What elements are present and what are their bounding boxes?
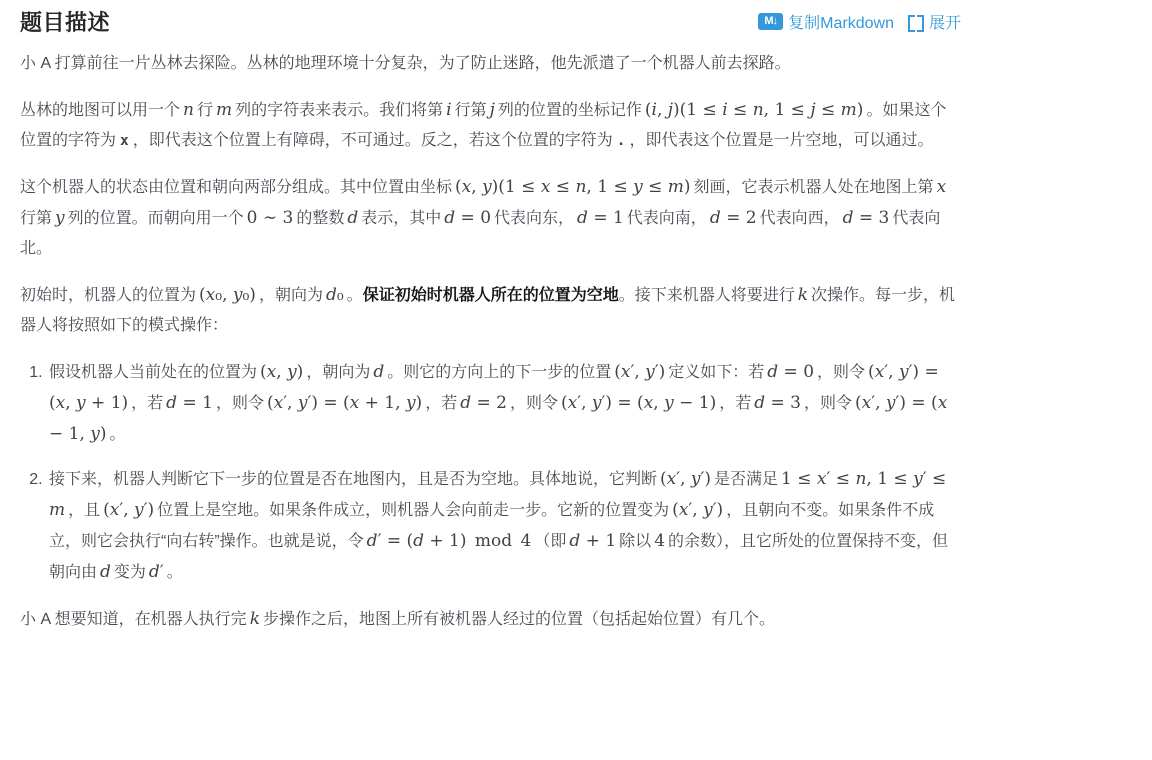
inline-math: d₀: [325, 285, 344, 305]
paragraph: [20, 280, 961, 341]
inline-math: (x′, y′) = (x + 1, y): [266, 393, 423, 413]
inline-math: d′ = (d + 1) mod 4: [366, 531, 532, 551]
text-run: 。: [346, 287, 363, 304]
text-run: 变为: [113, 564, 146, 581]
inline-math: d = 2: [709, 208, 757, 228]
inline-math: (i, j)(1 ≤ i ≤ n, 1 ≤ j ≤ m): [644, 100, 864, 120]
paragraph: [20, 172, 961, 264]
paragraph: [20, 604, 961, 635]
text-run: 代表向南，: [626, 210, 707, 227]
copy-markdown-button[interactable]: [758, 10, 894, 33]
inline-math: (x, y)(1 ≤ x ≤ n, 1 ≤ y ≤ m): [455, 177, 691, 197]
paragraph: [20, 49, 961, 79]
header-actions: [758, 10, 961, 33]
text-run: 这个机器人的状态由位置和朝向两部分组成。其中位置由坐标: [20, 179, 453, 196]
text-run: ，若: [131, 395, 164, 412]
inline-math: d = 3: [754, 393, 801, 413]
expand-button[interactable]: [908, 10, 961, 33]
text-run: ，则令: [509, 395, 558, 412]
section-header: [20, 6, 961, 37]
text-run: 代表向西，: [759, 210, 840, 227]
text-run: 位置上是空地。如果条件成立，则机器人会向前走一步。它新的位置变为: [157, 502, 670, 519]
ordered-list: [20, 357, 961, 588]
code-char: x: [120, 133, 129, 149]
inline-math: d: [100, 562, 111, 582]
text-run: ，若: [719, 395, 752, 412]
text-run: 丛林的地图可以用一个: [20, 102, 181, 119]
text-run: 的余数），且它所处的位置保持不变，但朝向由: [49, 533, 949, 581]
text-run: 。如果这个位置的字符为: [20, 102, 947, 149]
text-run: 代表向北。: [20, 210, 941, 257]
text-run: 小 A 想要知道，在机器人执行完: [20, 611, 247, 628]
page-title: 题目描述: [20, 10, 111, 35]
inline-math: x: [936, 177, 947, 197]
inline-math: d = 0: [444, 208, 492, 228]
text-run: 定义如下：若: [668, 364, 765, 381]
problem-description-section: [20, 6, 961, 635]
text-run: （即: [534, 533, 567, 550]
text-run: 初始时，机器人的位置为: [20, 287, 197, 304]
text-run: 。: [109, 426, 126, 443]
text-run: 列的位置。而朝向用一个: [67, 210, 244, 227]
text-run: 小 A 打算前往一片丛林去探险。丛林的地理环境十分复杂，为了防止迷路，他先派遣了一个机器人前去探路。: [20, 55, 791, 72]
list-item: [47, 464, 961, 588]
text-run: ，则令: [803, 395, 852, 412]
text-run: 列的位置的坐标记作: [497, 102, 642, 119]
list-item: [47, 357, 961, 450]
text-run: ，朝向为: [306, 364, 371, 381]
inline-math: d = 1: [577, 208, 624, 228]
text-run: 。接下来机器人将要进行: [618, 287, 795, 304]
inline-math: m: [215, 100, 233, 120]
inline-math: d = 2: [460, 393, 507, 413]
text-run: 行第: [454, 102, 487, 119]
code-char: .: [616, 133, 626, 149]
inline-math: 4: [654, 531, 666, 551]
problem-body: [20, 49, 961, 635]
inline-math: (x′, y′) = (x, y − 1): [560, 393, 717, 413]
inline-math: 0 ∼ 3: [246, 208, 294, 228]
inline-math: (x₀, y₀): [199, 285, 256, 305]
inline-math: d: [347, 208, 359, 228]
text-run: 是否满足: [714, 471, 779, 488]
inline-math: k: [797, 285, 809, 305]
text-run: 接下来，机器人判断它下一步的位置是否在地图内，且是否为空地。具体地说，它判断: [49, 471, 658, 488]
inline-math: (x′, y′): [660, 469, 712, 489]
inline-math: d = 0: [767, 362, 815, 382]
expand-label: 展开: [928, 15, 961, 32]
text-run: 行第: [20, 210, 53, 227]
inline-math: (x, y): [260, 362, 304, 382]
text-run: 刻画，它表示机器人处在地图上第: [693, 179, 934, 196]
text-run: 。则它的方向上的下一步的位置: [387, 364, 612, 381]
text-run: 假设机器人当前处在的位置为: [49, 364, 258, 381]
inline-math: 1 ≤ x′ ≤ n, 1 ≤ y′ ≤ m: [49, 469, 947, 520]
text-run: ，若: [425, 395, 458, 412]
text-run: 步操作之后，地图上所有被机器人经过的位置（包括起始位置）有几个。: [263, 611, 776, 628]
inline-math: j: [489, 100, 495, 120]
inline-math: (x′, y′): [672, 500, 724, 520]
copy-markdown-label: 复制Markdown: [788, 15, 894, 32]
text-run: ，则令: [817, 364, 866, 381]
inline-math: d = 1: [166, 393, 213, 413]
text-run: ，朝向为: [258, 287, 323, 304]
text-run: ，且朝向不变。如果条件不成立，则它会执行“向右转”操作。也就是说，令: [49, 502, 935, 550]
inline-math: (x′, y′) = (x − 1, y): [49, 393, 948, 444]
inline-math: (x′, y′): [614, 362, 666, 382]
text-run: 。: [166, 564, 183, 581]
inline-math: n: [183, 100, 194, 120]
inline-math: d = 3: [842, 208, 890, 228]
text-run: ，则令: [215, 395, 264, 412]
inline-math: y: [55, 208, 65, 228]
expand-icon: [908, 15, 924, 29]
text-run: 的整数: [296, 210, 345, 227]
text-run: 代表向东，: [494, 210, 575, 227]
inline-math: d′: [148, 562, 164, 582]
inline-math: (x′, y′) = (x, y + 1): [49, 362, 939, 413]
markdown-icon: [758, 13, 783, 30]
bold-text: 保证初始时机器人所在的位置为空地: [362, 287, 619, 304]
text-run: 表示，其中: [361, 210, 442, 227]
inline-math: d + 1: [569, 531, 617, 551]
text-run: 次操作。每一步，机器人将按照如下的模式操作：: [20, 287, 956, 334]
text-run: 除以: [619, 533, 652, 550]
text-run: ，即代表这个位置是一片空地，可以通过。: [629, 132, 934, 149]
inline-math: d: [373, 362, 385, 382]
text-run: ，且: [68, 502, 101, 519]
inline-math: k: [249, 609, 260, 629]
text-run: 行: [196, 102, 213, 119]
inline-math: (x′, y′): [103, 500, 155, 520]
text-run: ，即代表这个位置上有障碍，不可通过。反之，若这个位置的字符为: [132, 132, 613, 149]
text-run: 列的字符表来表示。我们将第: [235, 102, 444, 119]
paragraph: [20, 95, 961, 156]
inline-math: i: [446, 100, 452, 120]
